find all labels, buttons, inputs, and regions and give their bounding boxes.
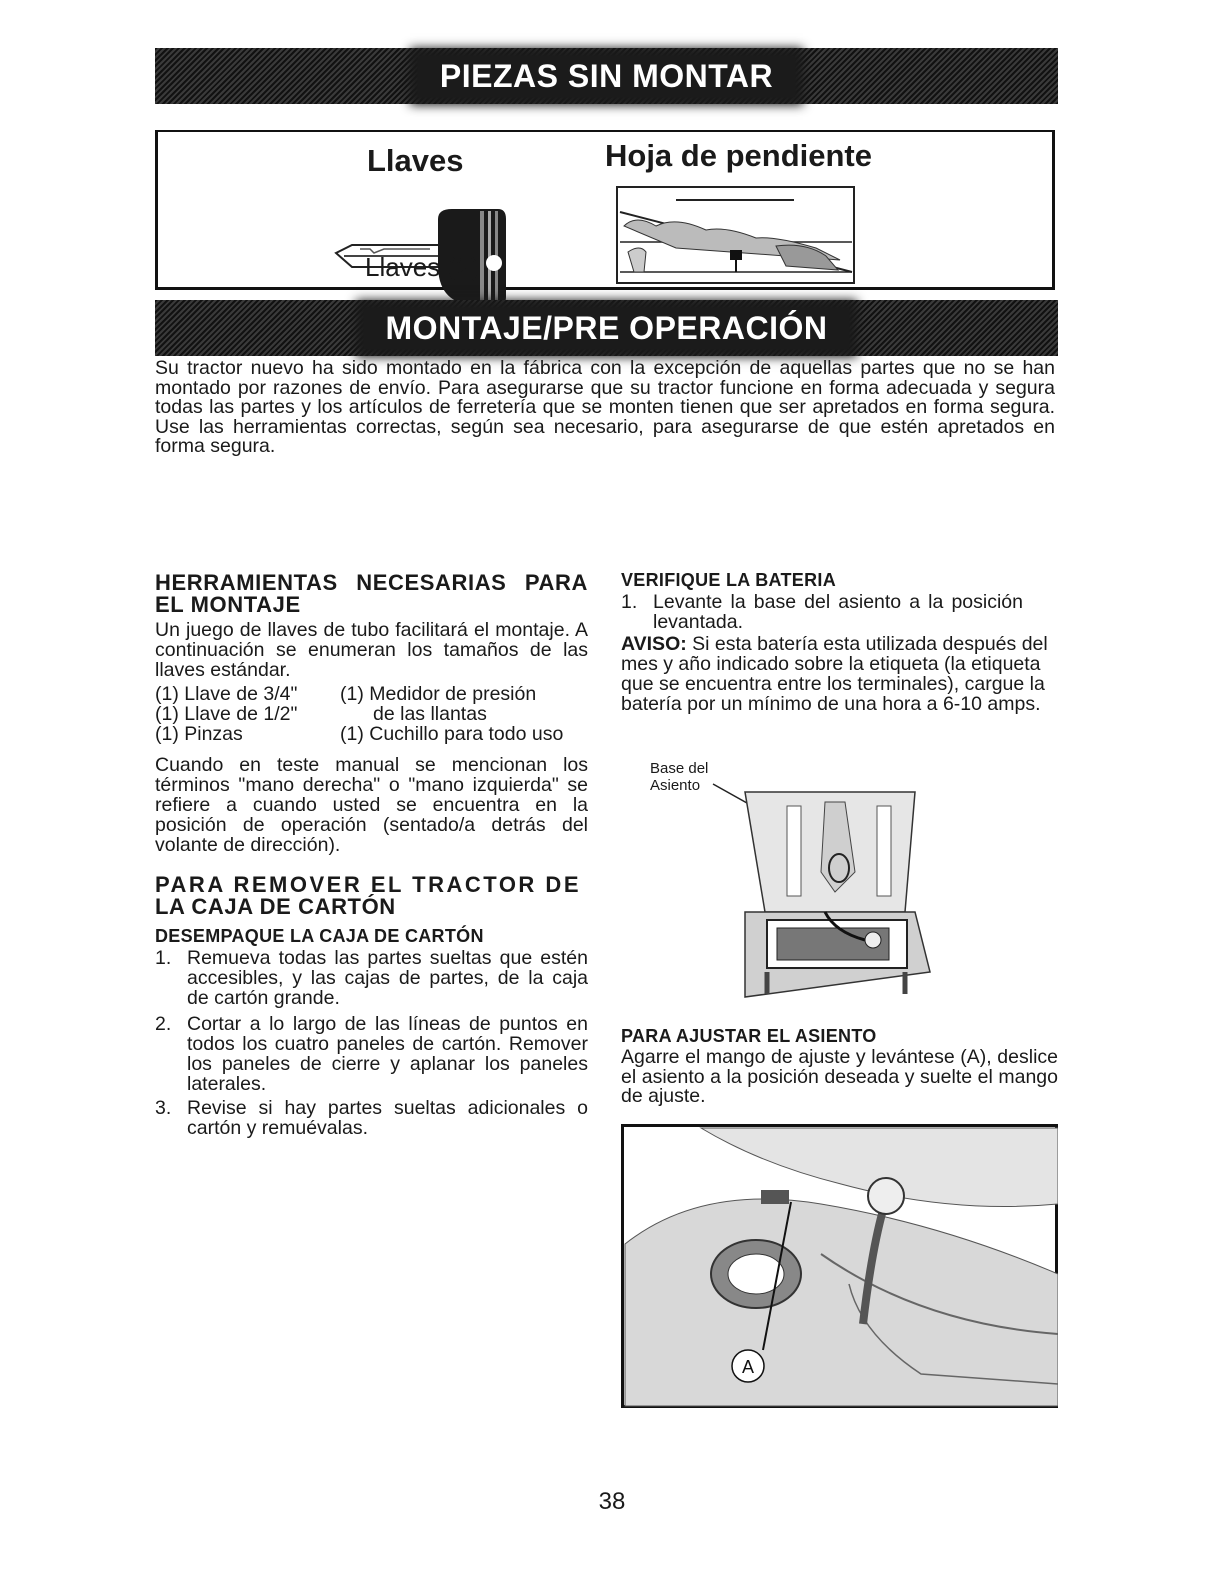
page-number: 38 <box>598 1488 626 1515</box>
intro-paragraph: Su tractor nuevo ha sido montado en la fábrica con la excepción de aquellas partes que no se han montado por razones de envío. Para asegurarse que su tractor funcione en forma adecuada y segura todas las partes y los artículos de ferretería que se monten tienen que ser apretados en forma segura. Use las herramientas correctas, según sea necesario, para asegurarse de que estén apretados en forma segura. <box>155 357 1055 458</box>
seat-adjust-figure <box>621 1124 1058 1408</box>
step-number: 3. <box>155 1097 172 1119</box>
remove-heading-line2: LA CAJA DE CARTÓN <box>155 894 396 919</box>
step-text: Levante la base del asiento a la posición levantada. <box>653 591 1023 633</box>
keys-caption: Llaves (2) <box>365 252 480 282</box>
tools-list-right <box>340 684 590 744</box>
step-text: Remueva todas las partes sueltas que estén accesibles, y las cajas de partes, de la caja de cartón grande. <box>187 947 588 1009</box>
step-number: 1. <box>621 591 638 613</box>
battery-figure <box>705 762 955 1012</box>
tools-list-left <box>155 684 335 744</box>
keys-heading: Llaves <box>367 143 464 178</box>
slope-sheet-heading: Hoja de pendiente <box>605 138 872 173</box>
tool-item: de las llantas <box>373 703 487 725</box>
slope-sheet-illustration <box>616 186 856 286</box>
callout-a: A <box>741 1357 755 1377</box>
step-number: 1. <box>155 947 172 969</box>
notice-text: Si esta batería esta utilizada después del mes y año indicado sobre la etiqueta (la etiqueta que se encuentra entre los terminales), cargue la batería por un mínimo de una hora a 6-10 amps. <box>621 633 1048 715</box>
seat-heading: PARA AJUSTAR EL ASIENTO <box>621 1026 877 1046</box>
tools-heading: HERRAMIENTAS NECESARIAS PARA EL MONTAJE <box>155 570 588 617</box>
seat-base-label-line2: Asiento <box>650 777 701 794</box>
step-text: Cortar a lo largo de las líneas de puntos en todos los cuatro paneles de cartón. Remover los paneles de cierre y aplanar los paneles laterales. <box>187 1013 588 1095</box>
section-title: MONTAJE/PRE OPERACIÓN <box>364 308 850 349</box>
tools-intro: Un juego de llaves de tubo facilitará el montaje. A continuación se enumeran los tamaños de las llaves estándar. <box>155 619 588 681</box>
tool-item: (1) Cuchillo para todo uso <box>340 723 564 745</box>
tool-item: (1) Medidor de presión <box>340 683 537 705</box>
section-title: PIEZAS SIN MONTAR <box>418 56 795 97</box>
section-banner-assembly <box>155 300 1058 356</box>
notice-label: AVISO: <box>621 633 687 655</box>
battery-notice <box>621 634 1058 714</box>
step-number: 2. <box>155 1013 172 1035</box>
tool-item: (1) Llave de 1/2" <box>155 703 298 725</box>
remove-heading <box>155 874 595 918</box>
handedness-note: Cuando en teste manual se mencionan los términos "mano derecha" o "mano izquierda" se refiere a cuando usted se encuentra en la posición de operación (sentado/a detrás del volante de dirección). <box>155 754 588 856</box>
section-banner-unassembled <box>155 48 1058 104</box>
seat-instructions: Agarre el mango de ajuste y levántese (A), deslice el asiento a la posición deseada y suelte el mango de ajuste. <box>621 1046 1058 1107</box>
step-text: Revise si hay partes sueltas adicionales o cartón y remuévalas. <box>187 1097 588 1139</box>
battery-heading: VERIFIQUE LA BATERIA <box>621 570 837 590</box>
unpack-subheading: DESEMPAQUE LA CAJA DE CARTÓN <box>155 926 484 946</box>
remove-heading-line1: PARA REMOVER EL TRACTOR DE <box>155 872 581 897</box>
tool-item: (1) Pinzas <box>155 723 243 745</box>
seat-base-label-line1: Base del <box>650 760 709 777</box>
tool-item: (1) Llave de 3/4" <box>155 683 298 705</box>
seat-base-label <box>650 760 708 794</box>
